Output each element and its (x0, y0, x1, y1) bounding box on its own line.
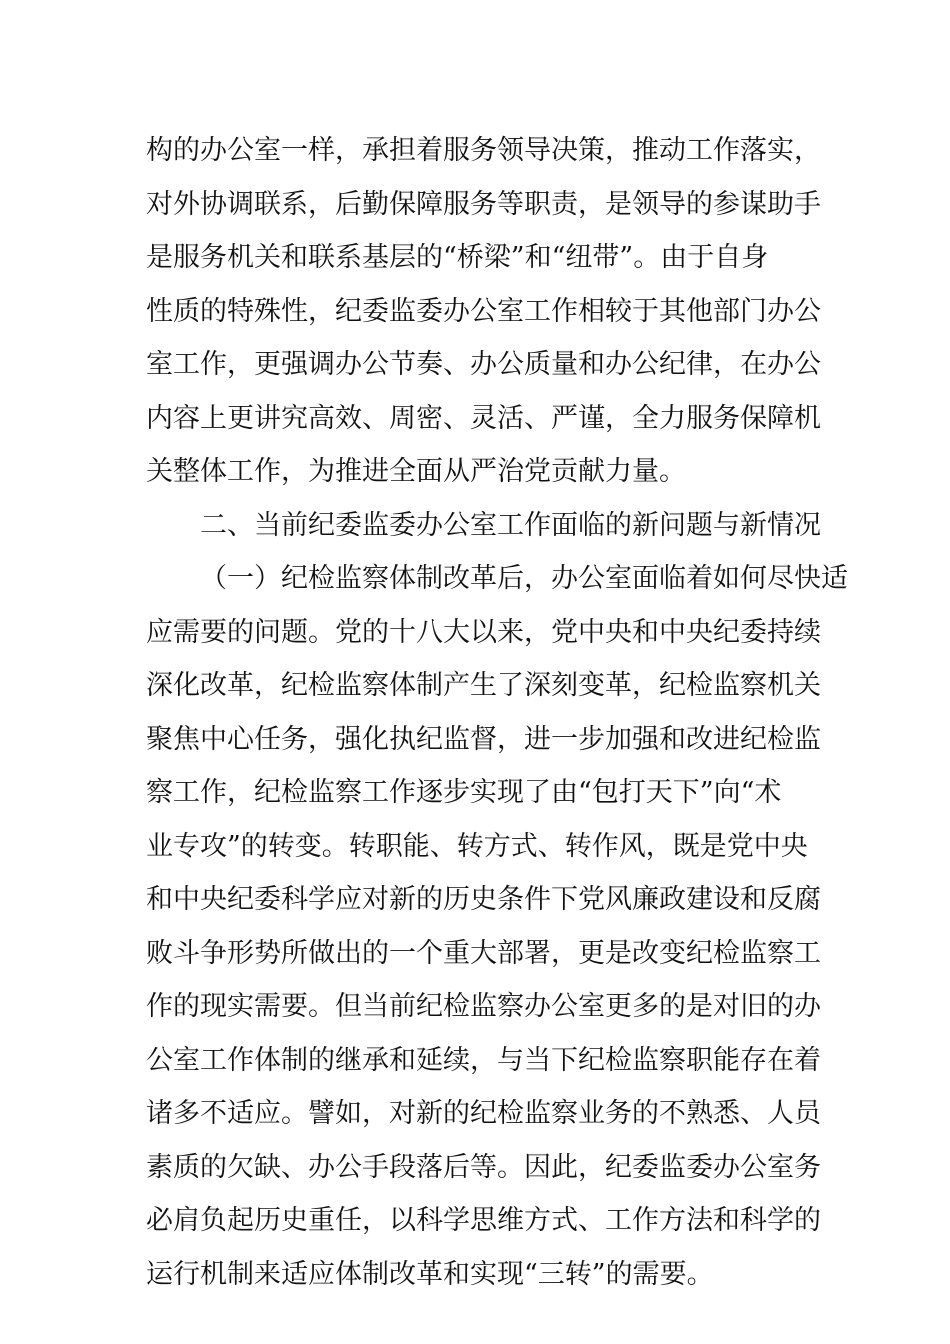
body-text (146, 124, 848, 1301)
text-line: 败斗争形势所做出的一个重大部署，更是改变纪检监察工 (146, 937, 821, 969)
text-line: 诸多不适应。譬如，对新的纪检监察业务的不熟悉、人员 (146, 1098, 821, 1129)
text-line: 对外协调联系，后勤保障服务等职责，是领导的参谋助手 (146, 188, 821, 220)
text-line: 是服务机关和联系基层的“桥梁”和“纽带”。由于自身 (146, 242, 769, 273)
text-line: 关整体工作，为推进全面从严治党贡献力量。 (146, 456, 686, 487)
text-line: 深化改革，纪检监察体制产生了深刻变革，纪检监察机关 (146, 670, 821, 701)
text-line: 聚焦中心任务，强化执纪监督，进一步加强和改进纪检监 (146, 723, 821, 755)
text-line: 作的现实需要。但当前纪检监察办公室更多的是对旧的办 (146, 991, 821, 1022)
text-line: 公室工作体制的继承和延续，与当下纪检监察职能存在着 (146, 1044, 821, 1076)
subsection-heading-line: （一）纪检监察体制改革后，办公室面临着如何尽快适 (200, 563, 848, 594)
text-line: 应需要的问题。党的十八大以来，党中央和中央纪委持续 (146, 616, 821, 648)
text-line: 性质的特殊性，纪委监委办公室工作相较于其他部门办公 (146, 295, 821, 327)
text-line: 业专攻”的转变。转职能、转方式、转作风，既是党中央 (146, 830, 808, 862)
text-line: 内容上更讲究高效、周密、灵活、严谨，全力服务保障机 (146, 402, 821, 434)
text-line: 运行机制来适应体制改革和实现“三转”的需要。 (146, 1258, 714, 1290)
text-line: 构的办公室一样，承担着服务领导决策，推动工作落实， (146, 135, 821, 166)
text-line: 室工作，更强调办公节奏、办公质量和办公纪律，在办公 (146, 349, 821, 380)
text-line: 察工作，纪检监察工作逐步实现了由“包打天下”向“术 (146, 777, 782, 808)
section-heading: 二、当前纪委监委办公室工作面临的新问题与新情况 (200, 509, 821, 541)
text-line: 素质的欠缺、办公手段落后等。因此，纪委监委办公室务 (146, 1151, 821, 1183)
text-line: 和中央纪委科学应对新的历史条件下党风廉政建设和反腐 (146, 884, 821, 915)
text-line: 必肩负起历史重任，以科学思维方式、工作方法和科学的 (146, 1205, 821, 1236)
